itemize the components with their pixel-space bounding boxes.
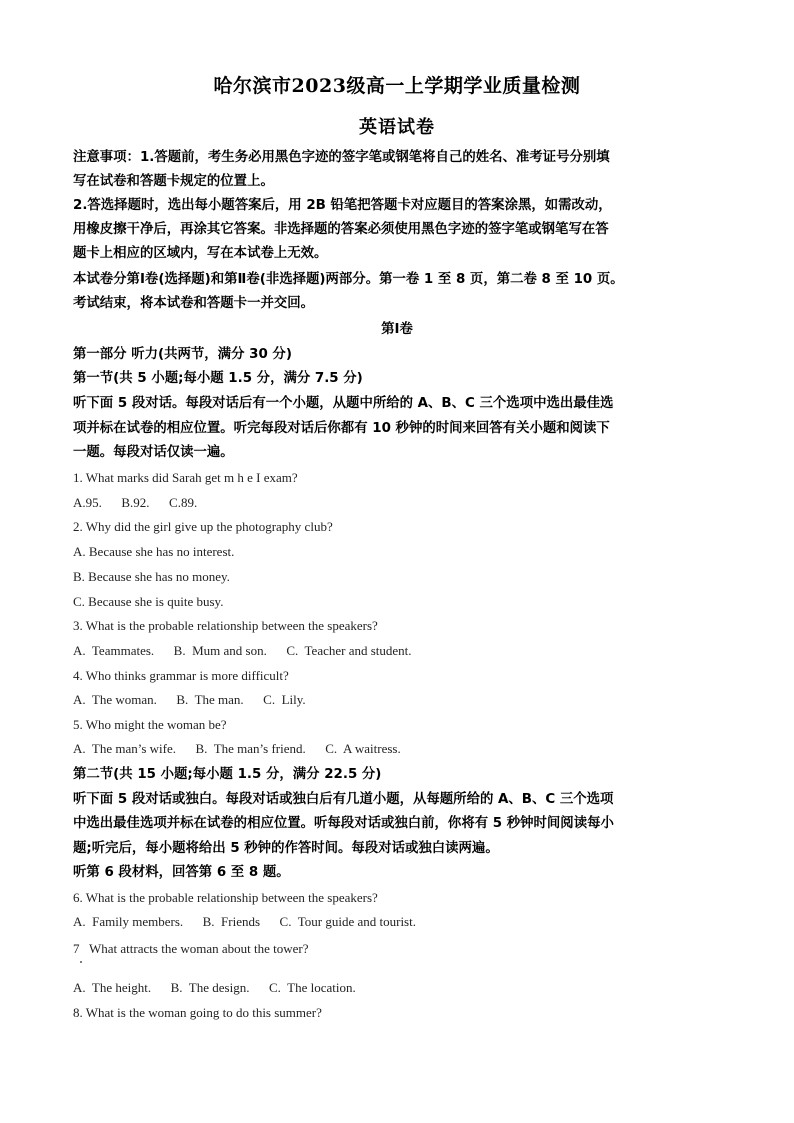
question-1-options: A.95. B.92. C.89. <box>73 495 198 510</box>
question-8: 8. What is the woman going to do this summer? <box>73 1005 322 1020</box>
section1-instruction: 一题。每段对话仅读一遍。 <box>73 445 234 460</box>
exam-title: 哈尔滨市2023级高一上学期学业质量检测 <box>213 75 581 97</box>
notice-line: 本试卷分第Ⅰ卷(选择题)和第Ⅱ卷(非选择题)两部分。第一卷 1 至 8 页，第二卷 8 至 10 页。 <box>73 272 624 287</box>
question-6: 6. What is the probable relationship between the speakers? <box>73 890 378 905</box>
section1-instruction: 项并标在试卷的相应位置。听完每段对话后你都有 10 秒钟的时间来回答有关小题和阅读下 <box>73 421 610 436</box>
question-7: 7 What attracts the woman about the tower? <box>73 941 309 956</box>
material-6-heading: 听第 6 段材料，回答第 6 至 8 题。 <box>73 865 290 880</box>
section2-instruction: 题;听完后，每小题将给出 5 秒钟的作答时间。每段对话或独白读两遍。 <box>73 841 499 856</box>
question-2: 2. Why did the girl give up the photography club? <box>73 519 333 534</box>
part1-heading: 第一部分 听力(共两节，满分 30 分) <box>73 347 292 362</box>
question-4: 4. Who thinks grammar is more difficult? <box>73 668 289 683</box>
question-3: 3. What is the probable relationship between the speakers? <box>73 618 378 633</box>
volume-heading: 第Ⅰ卷 <box>381 322 413 337</box>
section2-heading: 第二节(共 15 小题;每小题 1.5 分，满分 22.5 分) <box>73 767 382 782</box>
notice-line: 题卡上相应的区域内，写在本试卷上无效。 <box>73 246 328 261</box>
question-5-options: A. The man’s wife. B. The man’s friend. C. A waitress. <box>73 741 401 756</box>
question-3-options: A. Teammates. B. Mum and son. C. Teacher and student. <box>73 643 412 658</box>
question-6-options: A. Family members. B. Friends C. Tour guide and tourist. <box>73 914 416 929</box>
question-2-option-c: C. Because she is quite busy. <box>73 594 224 609</box>
section1-instruction: 听下面 5 段对话。每段对话后有一个小题，从题中所给的 A、B、C 三个选项中选出最佳选 <box>73 396 614 411</box>
notice-line: 2.答选择题时，选出每小题答案后，用 2B 铅笔把答题卡对应题目的答案涂黑，如需改动， <box>73 198 612 213</box>
question-2-option-a: A. Because she has no interest. <box>73 544 235 559</box>
section1-heading: 第一节(共 5 小题;每小题 1.5 分，满分 7.5 分) <box>73 371 363 386</box>
section2-instruction: 中选出最佳选项并标在试卷的相应位置。听每段对话或独白前，你将有 5 秒钟时间阅读每小 <box>73 816 614 831</box>
question-4-options: A. The woman. B. The man. C. Lily. <box>73 692 306 707</box>
notice-line: 注意事项：1.答题前，考生务必用黑色字迹的签字笔或钢笔将自己的姓名、准考证号分别填 <box>73 150 610 165</box>
exam-subtitle: 英语试卷 <box>359 117 435 138</box>
question-5: 5. Who might the woman be? <box>73 717 227 732</box>
notice-line: 用橡皮擦干净后，再涂其它答案。非选择题的答案必须使用黑色字迹的签字笔或钢笔写在答 <box>73 222 609 237</box>
question-7-options: A. The height. B. The design. C. The location. <box>73 980 356 995</box>
question-2-option-b: B. Because she has no money. <box>73 569 230 584</box>
question-1: 1. What marks did Sarah get m h e I exam? <box>73 470 298 485</box>
stray-dot <box>80 961 82 963</box>
notice-line: 考试结束，将本试卷和答题卡一并交回。 <box>73 296 315 311</box>
section2-instruction: 听下面 5 段对话或独白。每段对话或独白后有几道小题，从每题所给的 A、B、C 三个选项 <box>73 792 614 807</box>
notice-line: 写在试卷和答题卡规定的位置上。 <box>73 174 274 189</box>
